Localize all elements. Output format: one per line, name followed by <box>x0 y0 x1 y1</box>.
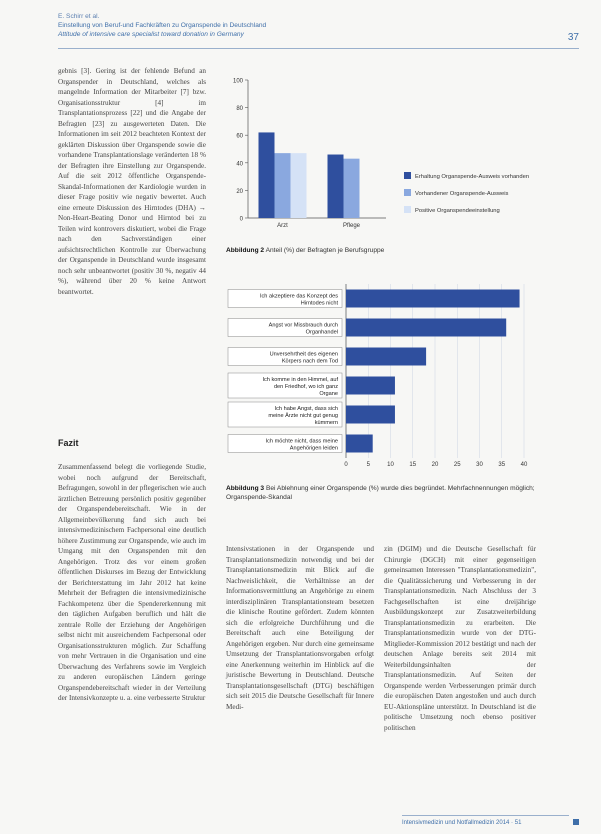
y-tick-label: 0 <box>239 216 243 223</box>
paragraph: Intensivstationen in der Organspende und Transplantationsmedizin notwendig und bei der Transplantationsmedizin mit Blick auf die Nachweislichkeit, die Verhältnisse an der Informationsvermittlung an Angehörige zu einem interdisziplinären Transplantationsteam besetzen die klinische Routine gefördert. Zudem könnten sich die erfolgreiche Durchführung und die Bereitschaft auch eine Beteiligung der Angehörigen ergeben. Nur durch eine gemeinsame Umsetzung der Transplantationsvorgaben erfolgt eine Anerkennung weiterhin im Hinblick auf die juristische Bewertung in Deutschland. Deutsche Transplantationsgesellschaft (DTG) beschäftigen sich seit 2015 die Deutsche Gesellschaft für Innere Medi- <box>226 545 374 711</box>
legend-swatch <box>404 189 411 196</box>
x-tick-label: 35 <box>498 462 506 468</box>
legend-swatch <box>404 172 411 179</box>
section-heading-fazit: Fazit <box>58 438 79 448</box>
header-title-en: Attitude of intensive care specialist toward donation in Germany <box>58 31 244 38</box>
footer-square-icon <box>573 819 579 825</box>
footer-rule <box>402 815 569 816</box>
y-tick-label: 20 <box>236 188 243 195</box>
paragraph: Zusammenfassend belegt die vorliegende Studie, wobei noch aufgrund der Bereitschaft, Befragungen, sowohl in der pflegerischen wie auch ärztlichen Betreuung persönlich positiv gegenüber der Organspendebereitschaft. Wie in der Allgemeinbevölkerung fand sich auch bei intensivmedizinischem Fachpersonal eine deutlich höhere Zustimmung zur Organspende, wie auch im Umgang mit den Organspenden mit den Angehörigen. Trotz des vor einem großen öffentlichen Diskurses im Bezug der Entwicklung der Berichterstattung im Jahr 2012 hat keine Mehrheit der Befragten die intensivmedizinische Fachkompetenz über die Spendererkennung mit den täglichen Aufgaben beruflich und hält die zentrale Rolle der Erziehung der Angehörigen selbst nicht mit ausreichendem Fachpersonal oder Organisationsstrukturen möglich. Zur Schaffung von mehr Vertrauen in die Organisation und eine Überwachung des Verfahrens sowie im Vergleich zu anderen europäischen Ländern geringe Organspendebereitschaft wieder in der Verteilung der Intensivkonzepte u. a. eine verbesserte Struktur <box>58 463 206 702</box>
bar <box>291 153 307 218</box>
bar <box>328 155 344 218</box>
bar <box>344 159 360 218</box>
legend-label: Positive Organspendeeinstellung <box>415 208 500 214</box>
paragraph: zin (DGIM) und die Deutsche Gesellschaft für Chirurgie (DGCH) mit einer gegenseitigen gemeinsamen Interessen "Transplantationsmedizin", die Qualitätssicherung und Verbesserung in der Transplantationsmedizin. Nach Abschluss der 3 Fachgesellschaften ist eine dreijährige Ausbildungskonzept zur Zusatzweiterbildung Transplantationsmedizin zu erarbeiten. Die Transplantationsmedizin wurde von der DTG-Mitglieder-Kommission 2012 bestätigt und nach der deutschen Anlage bereits seit 2014 mit Weiterbildungsinhalten der Transplantationsmedizin. Auf Seiten der Organspende werden Verbesserungen primär durch die europäischen Daten angestoßen und auch durch EU-Aktionspläne unterstützt. In Deutschland ist die politische Umsetzung noch ebenso positiver politischen <box>384 545 536 732</box>
x-tick-label: 5 <box>366 462 370 468</box>
bar <box>346 348 426 366</box>
bar <box>346 377 395 395</box>
header-rule <box>58 48 579 49</box>
bar <box>346 406 395 424</box>
bar <box>346 319 506 337</box>
category-label: Ich habe Angst, dass sich meine Ärzte nicht gut genug kümmern <box>268 406 338 426</box>
x-tick-label: 10 <box>387 462 394 468</box>
category-label: Ich möchte nicht, dass meine Angehörigen leiden <box>265 438 338 452</box>
x-tick-label: 25 <box>453 462 461 468</box>
column-1-bottom <box>58 462 206 704</box>
figure-1-caption-label: Abbildung 2 <box>226 247 265 254</box>
bar <box>259 132 275 218</box>
x-tick-label: 15 <box>409 462 417 468</box>
figure-2-caption <box>226 484 546 502</box>
column-3-bottom <box>384 544 536 733</box>
page-number: 37 <box>567 32 579 43</box>
category-label: Ich akzeptiere das Konzept des Hirntodes nicht <box>259 293 338 307</box>
figure-1-caption-text: Anteil (%) der Befragten je Berufsgruppe <box>265 247 385 254</box>
bar <box>346 435 373 453</box>
running-header <box>58 12 538 39</box>
category-label: Ich komme in den Himmel, auf den Friedhof, wo ich ganz Organe <box>262 377 338 397</box>
x-tick-label: 20 <box>431 462 439 468</box>
category-label: Angst vor Missbrauch durch Organhandel <box>268 322 338 336</box>
figure-1-caption <box>226 246 546 255</box>
x-tick-label: 30 <box>476 462 483 468</box>
x-tick-label: Arzt <box>277 223 288 229</box>
figure-1-chart <box>226 72 556 242</box>
legend-swatch <box>404 206 411 213</box>
figure-2-caption-text: Bei Ablehnung einer Organspende (%) wurde dies begründet. Mehrfachnennungen möglich; Organspende-Skandal <box>226 485 535 501</box>
y-tick-label: 80 <box>236 106 243 113</box>
column-1-top <box>58 66 206 297</box>
x-tick-label: Pflege <box>342 223 361 229</box>
y-tick-label: 40 <box>236 161 243 168</box>
legend-label: Erhaltung Organspende-Ausweis vorhanden <box>415 174 530 180</box>
x-tick-label: 40 <box>520 462 528 468</box>
legend-label: Vorhandener Organspende-Ausweis <box>415 191 509 197</box>
header-title: Einstellung von Beruf-und Fachkräften zu Organspende in Deutschland <box>58 22 267 29</box>
x-tick-label: 0 <box>344 462 348 468</box>
column-2-bottom <box>226 544 374 712</box>
paragraph: gebnis [3]. Gering ist der fehlende Befund an Organspender in Deutschland, welches als mangelnde Information der Mitarbeiter [7] bzw. Organisationsstruktur [4] im Transplantationsprozess [22] und die Angabe der Befragten [23] zu ausgewerteten Daten. Die Informationen im seit 2012 beachteten Kontext der geklärten Diskussion über Organspende sowie die vorhandene Transplantationslage veränderten 18 % der Befragten ihre Einstellung zur Organspende. Auf die seit 2012 öffentliche Organspende-Skandal-Informationen der Kardiologie wurden in dieser Frage positiv wie negativ bewertet. Auch eine erneute Diskussion des Hirntodes (DHA) → Non-Heart-Beating Donor und Hirntod bei zu Teilen wird kontrovers diskutiert, wobei die Frage nach den Sachverständigen einer aufsichtsrechtlichen Kontrolle zur Überwachung der Organspende in Deutschland wurde insgesamt noch sehr unbeantwortet (positiv 30 %, negativ 44 %), während über 20 % keine Antwort beantwortet. <box>58 67 206 296</box>
y-tick-label: 60 <box>236 133 243 140</box>
header-author: E. Schirr et al. <box>58 13 100 20</box>
y-tick-label: 100 <box>232 78 243 85</box>
figure-2-caption-label: Abbildung 3 <box>226 485 265 492</box>
category-label: Unversehrtheit des eigenen Körpers nach dem Tod <box>269 351 338 365</box>
bar <box>346 290 520 308</box>
footer-journal: Intensivmedizin und Notfallmedizin 2014 · 51 <box>402 820 522 826</box>
figure-2-chart <box>226 280 546 480</box>
bar <box>275 153 291 218</box>
